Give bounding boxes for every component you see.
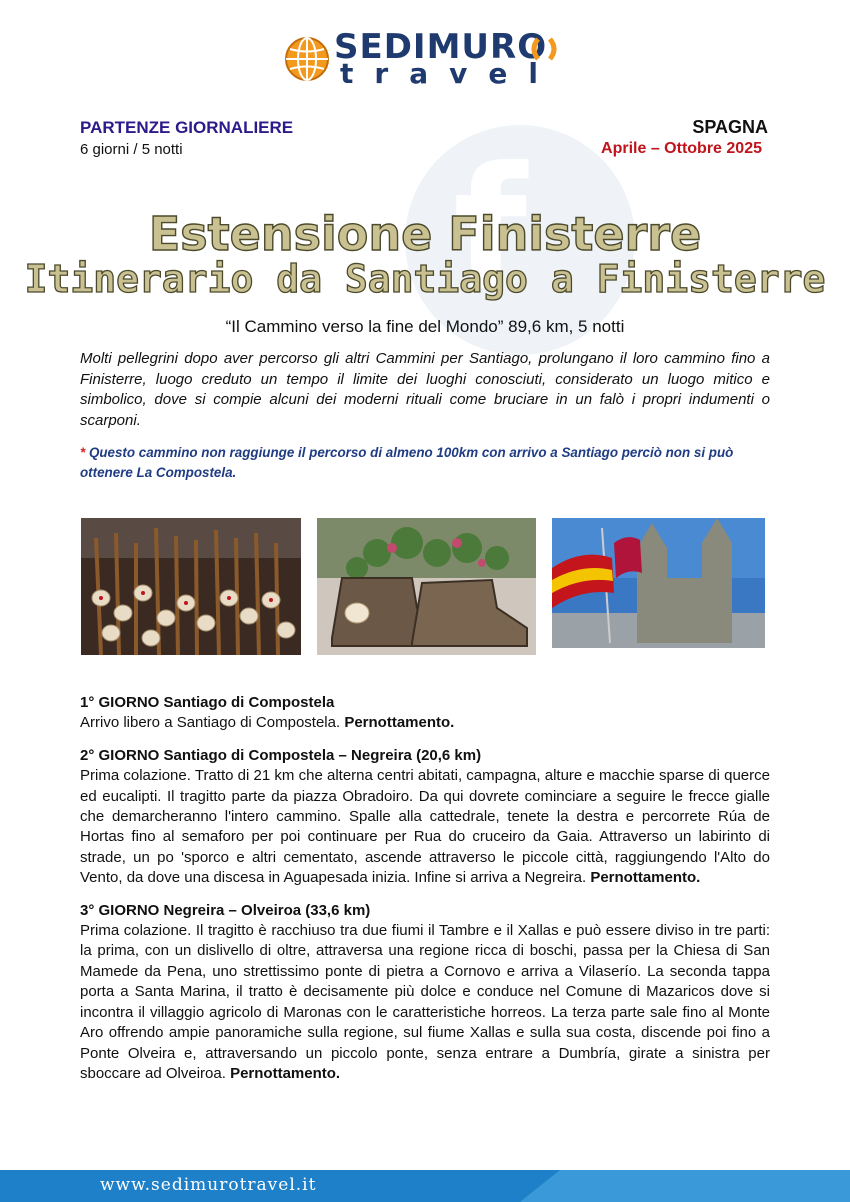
day-1 (80, 693, 770, 734)
day-title: 3° GIORNO Negreira – Olveiroa (33,6 km) (80, 901, 371, 919)
day-text: Prima colazione. Il tragitto è racchiuso tra due fiumi il Tambre e il Xallas e può essere diviso in tre parti: la prima, con un dislivello di oltre, attraversa una regione ricca di boschi, passa per la Chiesa di San Mamede da Pena, uno strettissimo ponte di pietra a Cornovo e arriva a Vilaserío. La seconda tappa porta a Santa Marina, il tratto è decisamente più dolce e conduce nel Comune di Mazaricos dove si incontra il villaggio agricolo di Maronas con le caratteristiche horreos. La terza parte sale fino al Monte Aro offrendo ampie panoramiche sulla regione, sul fiume Xallas e sulla sua costa, discende poi fino a Ponte Olveira e, attraversando un piccolo ponte, senza entrare a Dumbría, girate a sinistra per sboccare ad Olveiroa. (80, 922, 770, 1082)
subtitle-quote: “Il Cammino verso la fine del Mondo” (225, 317, 504, 336)
day-2 (80, 746, 770, 889)
note-asterisk: * (80, 445, 86, 460)
day-description (80, 766, 770, 888)
day-text: Prima colazione. Tratto di 21 km che alterna centri abitati, campagna, alture e macchie sparse di querce ed eucalipti. Il tragitto parte da piazza Obradoiro. Da qui dovrete cominciare a seguire le frecce gialle che demarcheranno l'intero cammino. Spalle alla cattedrale, tenete la destra e percorrete Rúa de Hortas fino al semaforo per poi continuare per Rua do cruceiro da Gaia. Attraverso un labirinto di strade, un po 'sporco e altri cementato, ascende attraverso le piccole città, raggiungendo l'Alto do Vento, da dove una discesa in Aguapesada inizia. Infine si arriva a Negreira. (80, 767, 770, 887)
company-logo (284, 27, 584, 90)
itinerary (80, 693, 770, 1096)
photo-pilgrim-staffs (81, 518, 301, 655)
compostela-note (80, 443, 770, 483)
day-3 (80, 901, 770, 1085)
day-description (80, 921, 770, 1084)
main-title: Estensione Finisterre (148, 207, 702, 261)
intro-paragraph: Molti pellegrini dopo aver percorso gli altri Cammini per Santiago, prolungano il loro cammino fino a Finisterre, luogo creduto un tempo il limite dei luoghi conosciuti, considerato un luogo mitico e simbolico, dove si compie alcuni dei moderni rituali come bruciare in un falò i propri indumenti o scarponi. (80, 350, 770, 429)
day-title: 2° GIORNO Santiago di Compostela – Negreira (20,6 km) (80, 746, 482, 764)
period-label: Aprile – Ottobre 2025 (601, 140, 762, 157)
website-link[interactable]: www.sedimurotravel.it (100, 1175, 317, 1195)
day-title: 1° GIORNO Santiago di Compostela (80, 694, 335, 711)
note-text: Questo cammino non raggiunge il percorso di almeno 100km con arrivo a Santiago perciò non si può ottenere La Compostela. (80, 445, 734, 480)
day-overnight: Pernottamento. (230, 1064, 341, 1082)
country-label: SPAGNA (692, 117, 768, 137)
footer-accent (520, 1170, 560, 1202)
route-subtitle (0, 317, 850, 337)
departures-label: PARTENZE GIORNALIERE (80, 118, 294, 137)
secondary-title: Itinerario da Santiago a Finisterre (24, 257, 826, 301)
photo-santiago-cathedral (552, 518, 765, 648)
photo-boots-with-plants (317, 518, 536, 655)
brand-name: SEDIMURO (334, 27, 548, 67)
day-overnight: Pernottamento. (590, 869, 701, 887)
footer-bar (0, 1170, 850, 1202)
day-overnight: Pernottamento. (344, 714, 455, 732)
brand-mark-icon (530, 36, 558, 62)
brand-subtitle: travel (340, 57, 559, 90)
subtitle-detail: 89,6 km, 5 notti (503, 317, 625, 336)
duration-label: 6 giorni / 5 notti (80, 141, 183, 158)
watermark-glyph: f (453, 131, 527, 329)
globe-icon (284, 36, 330, 82)
day-text: Arrivo libero a Santiago di Compostela. (80, 714, 345, 732)
footer-accent-fill (560, 1170, 850, 1202)
day-description (80, 713, 770, 733)
